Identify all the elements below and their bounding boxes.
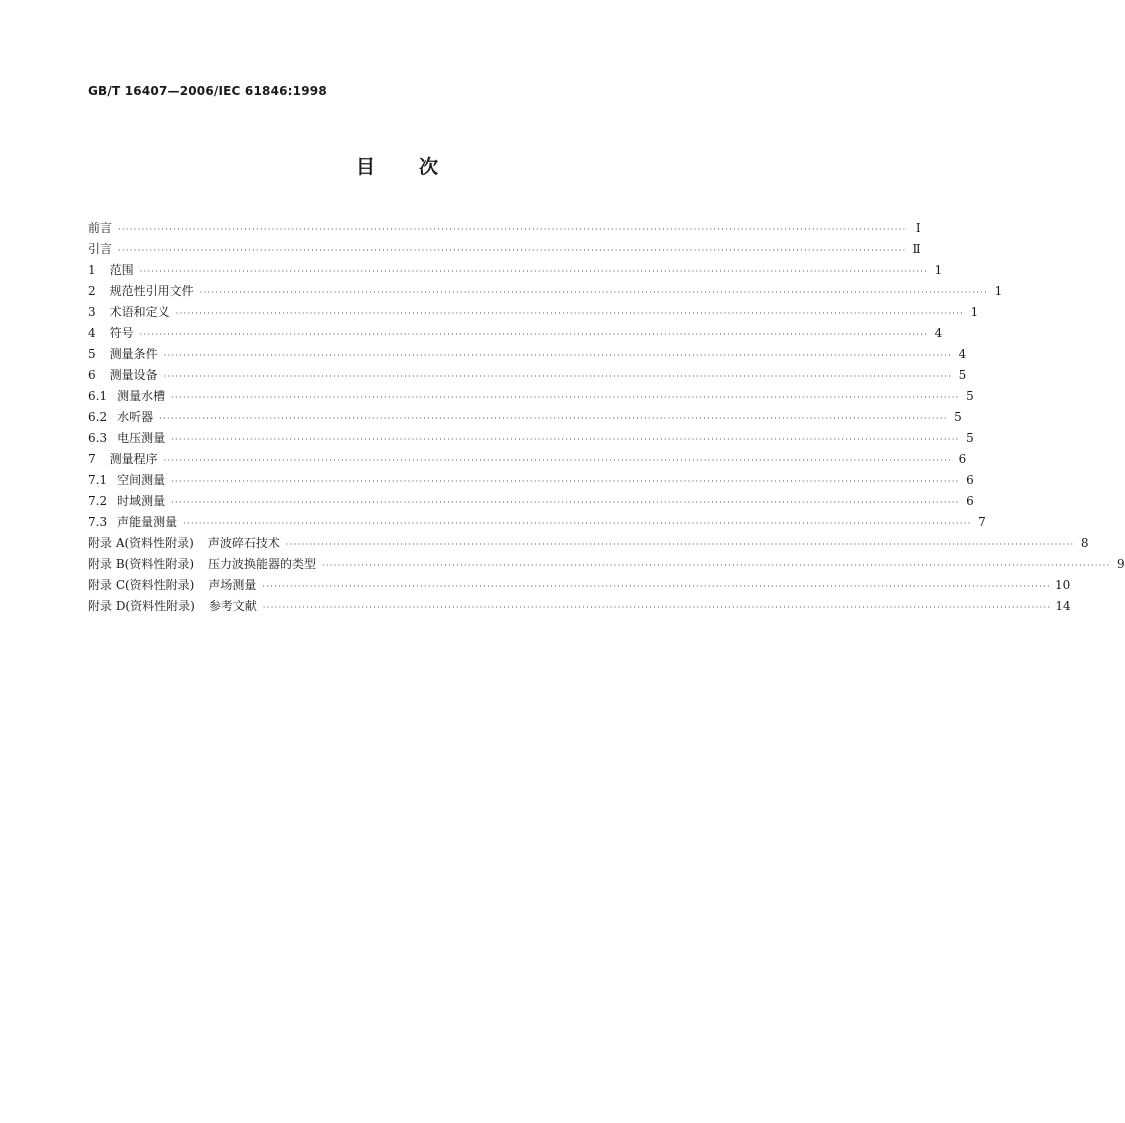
toc-entry-title: 范围 (109, 263, 134, 277)
toc-leader-dots: ········································································································································································································ (171, 393, 960, 402)
toc-entry-title: 声能量测量 (117, 515, 178, 529)
toc-entry-number: 附录 D(资料性附录) (88, 599, 195, 613)
title-char-2: 次 (419, 156, 439, 178)
toc-leader-dots: ········································································································································································································ (118, 246, 907, 255)
toc-entry[interactable] (88, 302, 979, 323)
toc-entry-number: 附录 B(资料性附录) (88, 557, 194, 571)
toc-entry-number: 1 (88, 263, 96, 277)
toc-entry[interactable] (88, 323, 943, 344)
toc-entry-number: 附录 A(资料性附录) (88, 536, 194, 550)
toc-entry-title: 测量程序 (109, 452, 158, 466)
toc-entry-title: 测量水槽 (117, 389, 166, 403)
toc-leader-dots: ········································································································································································································ (139, 330, 929, 339)
toc-entry-number: 3 (88, 305, 96, 319)
toc-entry-page-number: 7 (978, 515, 986, 529)
toc-entry-title: 声波碎石技术 (207, 536, 280, 550)
toc-leader-dots: ········································································································································································································ (262, 603, 1052, 612)
toc-leader-dots: ········································································································································································································ (171, 498, 960, 507)
toc-entry-page-number: 4 (934, 326, 943, 340)
toc-entry-title: 测量设备 (109, 368, 158, 382)
toc-entry-title: 电压测量 (117, 431, 166, 445)
toc-entry[interactable] (88, 407, 962, 428)
toc-entry-title: 测量条件 (109, 347, 158, 361)
toc-entry-page-number: 4 (958, 347, 967, 361)
toc-entry-number: 7.2 (88, 494, 108, 508)
toc-entry[interactable] (88, 596, 1071, 617)
toc-entry[interactable] (88, 470, 974, 491)
table-of-contents (88, 218, 1125, 617)
toc-leader-dots: ········································································································································································································ (118, 225, 907, 234)
toc-entry-page-number: 6 (966, 494, 974, 508)
toc-entry[interactable] (88, 449, 967, 470)
toc-entry[interactable] (88, 533, 1089, 554)
toc-entry-page-number: 14 (1055, 599, 1071, 613)
toc-entry-title: 压力波换能器的类型 (208, 557, 317, 571)
toc-entry[interactable] (88, 512, 986, 533)
toc-entry-title: 符号 (109, 326, 134, 340)
toc-entry[interactable] (88, 575, 1071, 596)
toc-entry-title: 水听器 (117, 410, 154, 424)
toc-leader-dots: ········································································································································································································ (183, 519, 972, 528)
toc-entry-number: 2 (88, 284, 96, 298)
toc-entry-title: 时域测量 (117, 494, 166, 508)
toc-leader-dots: ········································································································································································································ (322, 561, 1111, 570)
toc-leader-dots: ········································································································································································································ (199, 288, 989, 297)
title-char-1: 目 (355, 156, 375, 178)
toc-entry-number: 6.2 (88, 410, 108, 424)
toc-entry[interactable] (88, 281, 1003, 302)
toc-entry[interactable] (88, 491, 974, 512)
toc-entry-page-number: 5 (958, 368, 967, 382)
toc-entry-page-number: 1 (970, 305, 979, 319)
toc-leader-dots: ········································································································································································································ (159, 414, 948, 423)
toc-entry-title: 术语和定义 (109, 305, 170, 319)
toc-entry[interactable] (88, 344, 967, 365)
toc-entry-number: 附录 C(资料性附录) (88, 578, 195, 592)
toc-entry-page-number: 1 (994, 284, 1003, 298)
toc-entry-number: 7.3 (88, 515, 108, 529)
toc-leader-dots: ········································································································································································································ (163, 372, 953, 381)
toc-entry-page-number: 6 (966, 473, 974, 487)
standard-code-header: GB/T 16407—2006/IEC 61846:1998 (88, 84, 327, 98)
toc-leader-dots: ········································································································································································································ (171, 477, 960, 486)
toc-entry-title: 引言 (88, 242, 113, 256)
toc-entry[interactable] (88, 386, 974, 407)
toc-leader-dots: ········································································································································································································ (139, 267, 929, 276)
toc-entry-page-number: 1 (934, 263, 943, 277)
toc-leader-dots: ········································································································································································································ (163, 351, 953, 360)
toc-entry-number: 5 (88, 347, 96, 361)
toc-entry-number: 6.1 (88, 389, 108, 403)
toc-entry-title: 声场测量 (208, 578, 257, 592)
toc-leader-dots: ········································································································································································································ (262, 582, 1051, 591)
toc-entry-page-number: 6 (958, 452, 967, 466)
toc-entry-number: 7.1 (88, 473, 108, 487)
toc-entry-number: 6 (88, 368, 96, 382)
toc-entry-number: 7 (88, 452, 96, 466)
toc-entry-page-number: 9 (1116, 557, 1125, 571)
toc-entry-title: 参考文献 (208, 599, 257, 613)
toc-entry[interactable] (88, 239, 921, 260)
toc-entry-number: 6.3 (88, 431, 108, 445)
toc-entry-page-number: 5 (954, 410, 962, 424)
toc-entry[interactable] (88, 554, 1125, 575)
toc-entry-page-number: Ⅰ (915, 221, 921, 235)
toc-entry-page-number: 8 (1080, 536, 1089, 550)
toc-entry[interactable] (88, 365, 967, 386)
page-title (0, 152, 794, 179)
toc-entry-title: 规范性引用文件 (109, 284, 194, 298)
toc-entry-page-number: 10 (1054, 578, 1071, 592)
toc-leader-dots: ········································································································································································································ (163, 456, 953, 465)
toc-leader-dots: ········································································································································································································ (285, 540, 1075, 549)
toc-entry[interactable] (88, 260, 943, 281)
toc-leader-dots: ········································································································································································································ (171, 435, 960, 444)
toc-entry-title: 空间测量 (117, 473, 166, 487)
toc-leader-dots: ········································································································································································································ (175, 309, 965, 318)
toc-entry-page-number: 5 (966, 389, 974, 403)
toc-entry[interactable] (88, 428, 974, 449)
toc-entry-number: 4 (88, 326, 96, 340)
toc-entry-page-number: 5 (966, 431, 974, 445)
toc-entry[interactable] (88, 218, 921, 239)
toc-entry-page-number: Ⅱ (912, 242, 921, 256)
toc-entry-title: 前言 (88, 221, 113, 235)
